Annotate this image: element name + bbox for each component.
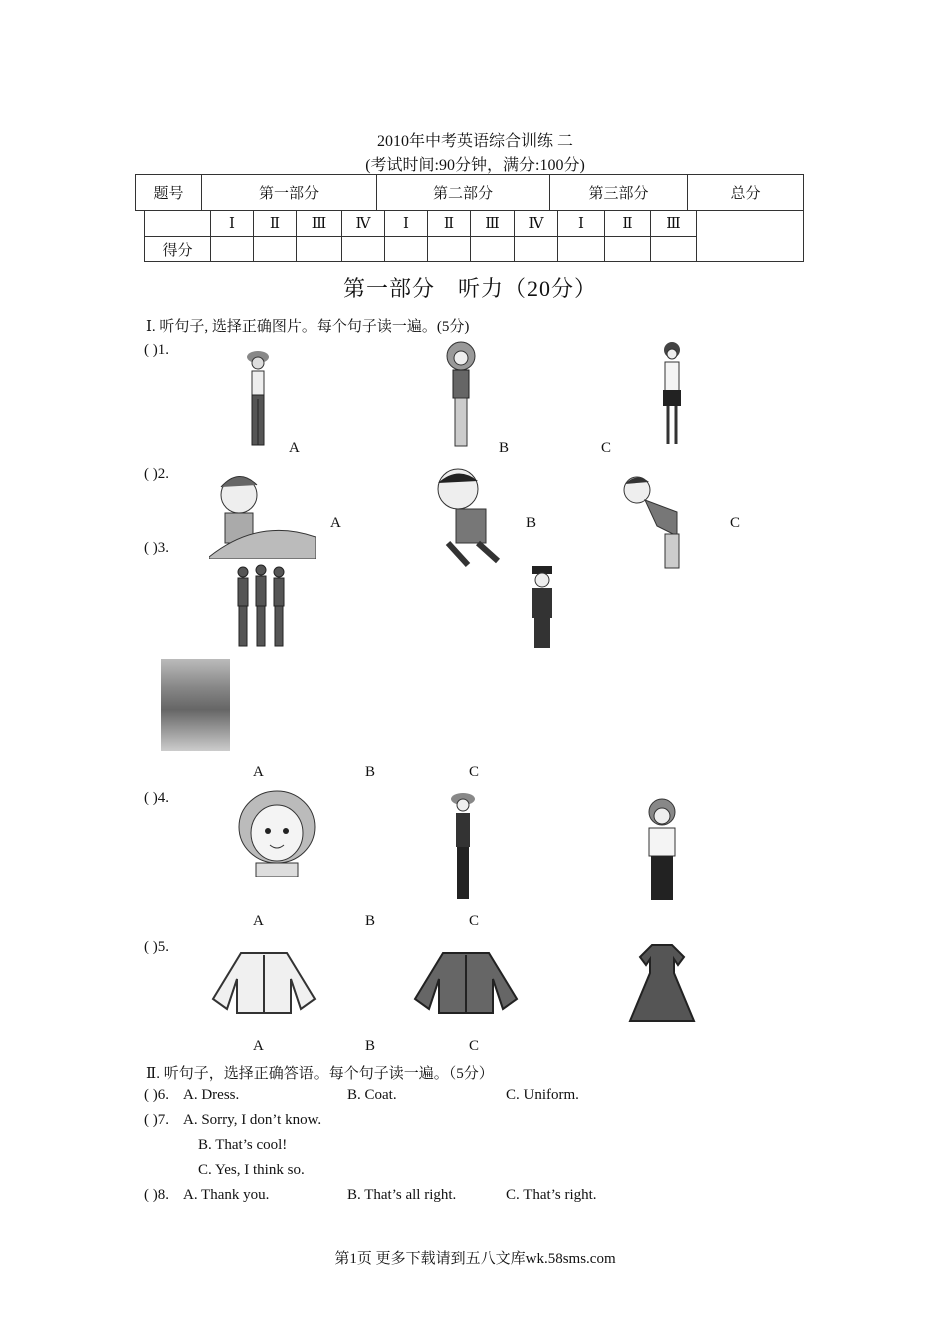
sub-col-8: Ⅳ [514,210,558,237]
students-photo [161,659,230,751]
blank-cell [144,210,211,237]
score-cell [557,236,605,262]
sub-col-2: Ⅱ [253,210,297,237]
q3-label-c: C [469,764,480,780]
sub-col-5: Ⅰ [384,210,428,237]
girl-face-illustration [230,787,324,877]
question-7-number: ( )7. [144,1112,169,1128]
score-cell [427,236,471,262]
q6-option-c: C. Uniform. [506,1087,579,1103]
grandmother-illustration [631,796,693,906]
running-boy-illustration [428,465,513,577]
sub-col-11: Ⅲ [650,210,697,237]
score-cell [296,236,342,262]
exam-title: 2010年中考英语综合训练 二 [376,133,573,150]
question-1: ( )1. [144,342,169,358]
total-header: 总分 [687,174,804,211]
row-title-cell: 得分 [144,236,211,262]
q5-label-b: B [365,1038,376,1054]
q4-label-b: B [365,913,376,929]
sub-col-1: Ⅰ [210,210,254,237]
policeman-illustration [522,564,562,650]
girl-with-cap-illustration [438,789,488,904]
part3-header: 第三部分 [549,174,688,211]
sub-col-10: Ⅱ [604,210,651,237]
q3-label-b: B [365,764,376,780]
q2-label-b: B [526,515,537,531]
bowing-boy-illustration [617,466,693,571]
sub-col-9: Ⅰ [557,210,605,237]
q7-option-a: A. Sorry, I don’t know. [183,1112,322,1128]
score-cell [384,236,428,262]
col-title-cell: 题号 [135,174,202,211]
q8-option-a: A. Thank you. [183,1187,270,1203]
total-score-cell [696,210,804,262]
part1-header: 第一部分 [201,174,377,211]
sub-col-7: Ⅲ [470,210,515,237]
q4-label-c: C [469,913,480,929]
sub-col-3: Ⅲ [296,210,342,237]
score-cell [341,236,385,262]
score-cell [604,236,651,262]
q4-label-a: A [253,913,264,929]
score-cell [650,236,697,262]
part2-instruction: Ⅱ. 听句子，选择正确答语。每个句子读一遍。（5分） [146,1066,494,1082]
exam-subtitle: (考试时间:90分钟，满分:100分) [365,157,585,174]
q8-option-b: B. That’s all right. [347,1187,457,1203]
girl-with-hat-illustration [236,345,280,451]
dark-jacket-illustration [413,949,519,1015]
score-cell [470,236,515,262]
question-6-number: ( )6. [144,1087,169,1103]
question-8-number: ( )8. [144,1187,169,1203]
question-5: ( )5. [144,939,169,955]
section-title: 第一部分 听力（20分） [342,276,597,301]
sub-col-4: Ⅳ [341,210,385,237]
group-in-uniform-illustration [233,560,289,652]
part1-instruction: Ⅰ. 听句子, 选择正确图片。每个句子读一遍。(5分) [146,319,470,335]
q1-label-b: B [499,440,510,456]
score-cell [253,236,297,262]
sub-col-6: Ⅱ [427,210,471,237]
q1-label-c: C [601,440,612,456]
part2-header: 第二部分 [376,174,550,211]
page-footer: 第1页 更多下载请到五八文库wk.58sms.com [334,1251,616,1267]
girl-in-skirt-illustration [654,338,690,450]
light-jacket-illustration [211,949,317,1015]
curly-hair-girl-illustration [433,340,489,450]
q7-option-b: B. That’s cool! [198,1137,288,1153]
q3-label-a: A [253,764,264,780]
question-3: ( )3. [144,540,169,556]
q6-option-a: A. Dress. [183,1087,240,1103]
score-cell [514,236,558,262]
q8-option-c: C. That’s right. [506,1187,597,1203]
q2-label-a: A [330,515,341,531]
q2-label-c: C [730,515,741,531]
question-4: ( )4. [144,790,169,806]
q7-option-c: C. Yes, I think so. [198,1162,305,1178]
boy-in-bed-illustration [209,467,316,559]
score-cell [210,236,254,262]
question-2: ( )2. [144,466,169,482]
q5-label-a: A [253,1038,264,1054]
q5-label-c: C [469,1038,480,1054]
score-table [135,174,804,262]
q1-label-a: A [289,440,300,456]
q6-option-b: B. Coat. [347,1087,397,1103]
dress-illustration [628,943,696,1025]
